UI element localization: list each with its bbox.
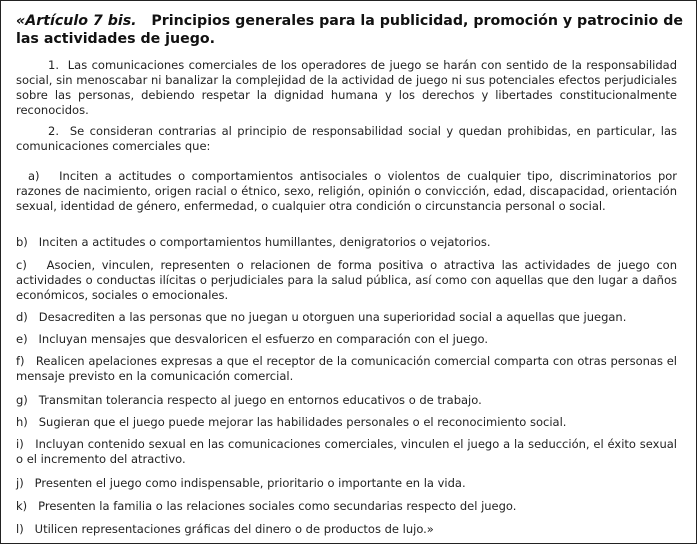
list-item-a xyxy=(16,169,677,214)
paragraph-marker: 1. xyxy=(48,58,59,72)
article-number: «Artículo 7 bis. xyxy=(16,13,137,29)
item-marker: f) xyxy=(16,354,25,368)
list-item-f xyxy=(16,354,677,384)
item-text: Incluyan contenido sexual en las comunicaciones comerciales, vinculen el juego a la seducción, el éxito sexual o el incremento del atractivo. xyxy=(16,437,678,466)
item-text: Sugieran que el juego puede mejorar las habilidades personales o el reconocimiento social. xyxy=(38,415,567,429)
item-text: Asocien, vinculen, representen o relacionen de forma positiva o atractiva las actividades de juego con actividades o conductas ilícitas o perjudiciales para la salud pública, así como con aquellas que den lugar a daños económicos, sociales o emocionales. xyxy=(16,258,678,302)
list-item-b xyxy=(16,235,677,250)
paragraph-2 xyxy=(16,124,677,154)
paragraph-text: Las comunicaciones comerciales de los operadores de juego se harán con sentido de la responsabilidad social, sin menoscabar ni banalizar la complejidad de la actividad de juego ni sus potenciales efectos perjudiciales sobre las personas, debiendo respetar la dignidad humana y los derechos y libertades constitucionalmente reconocidos. xyxy=(16,58,677,117)
item-marker: d) xyxy=(16,310,28,324)
item-text: Transmitan tolerancia respecto al juego en entornos educativos o de trabajo. xyxy=(38,393,482,407)
article-title: Principios generales para la publicidad, promoción y patrocinio de las actividades de juego. xyxy=(16,13,684,47)
item-text: Inciten a actitudes o comportamientos humillantes, denigratorios o vejatorios. xyxy=(38,235,491,249)
paragraph-text: Se consideran contrarias al principio de responsabilidad social y quedan prohibidas, en particular, las comunicaciones comerciales que: xyxy=(16,124,678,153)
paragraph-marker: 2. xyxy=(48,124,59,138)
item-text: Inciten a actitudes o comportamientos antisociales o violentos de cualquier tipo, discriminatorios por razones de nacimiento, origen racial o étnico, sexo, religión, opinión o convicción, edad, discapacidad, orientación sexual, identidad de género, enfermedad, o cualquier otra condición o circunstancia personal o social. xyxy=(16,169,678,213)
list-item-l xyxy=(16,522,677,537)
item-marker: c) xyxy=(16,258,27,272)
item-marker: k) xyxy=(16,499,28,513)
item-text: Incluyan mensajes que desvaloricen el esfuerzo en comparación con el juego. xyxy=(38,332,489,346)
item-marker: b) xyxy=(16,235,28,249)
item-marker: h) xyxy=(16,415,28,429)
item-text: Presenten la familia o las relaciones sociales como secundarias respecto del juego. xyxy=(38,499,517,513)
item-text: Desacrediten a las personas que no juegan u otorguen una superioridad social a aquellas que juegan. xyxy=(38,310,627,324)
list-item-c xyxy=(16,258,677,303)
list-item-e xyxy=(16,332,677,347)
item-text: Utilicen representaciones gráficas del dinero o de productos de lujo.» xyxy=(34,522,434,536)
item-text: Presenten el juego como indispensable, prioritario o importante en la vida. xyxy=(34,476,466,490)
item-marker: i) xyxy=(16,437,24,451)
list-item-h xyxy=(16,415,677,430)
article-heading xyxy=(16,12,688,48)
item-marker: l) xyxy=(16,522,24,536)
item-marker: a) xyxy=(28,169,40,183)
item-marker: g) xyxy=(16,393,28,407)
list-item-k xyxy=(16,499,677,514)
list-item-j xyxy=(16,476,677,491)
item-marker: j) xyxy=(16,476,24,490)
list-item-d xyxy=(16,310,677,325)
list-item-i xyxy=(16,437,677,467)
list-item-g xyxy=(16,393,677,408)
paragraph-1 xyxy=(16,58,677,118)
item-marker: e) xyxy=(16,332,28,346)
item-text: Realicen apelaciones expresas a que el receptor de la comunicación comercial comparta con otras personas el mensaje previsto en la comunicación comercial. xyxy=(16,354,677,383)
